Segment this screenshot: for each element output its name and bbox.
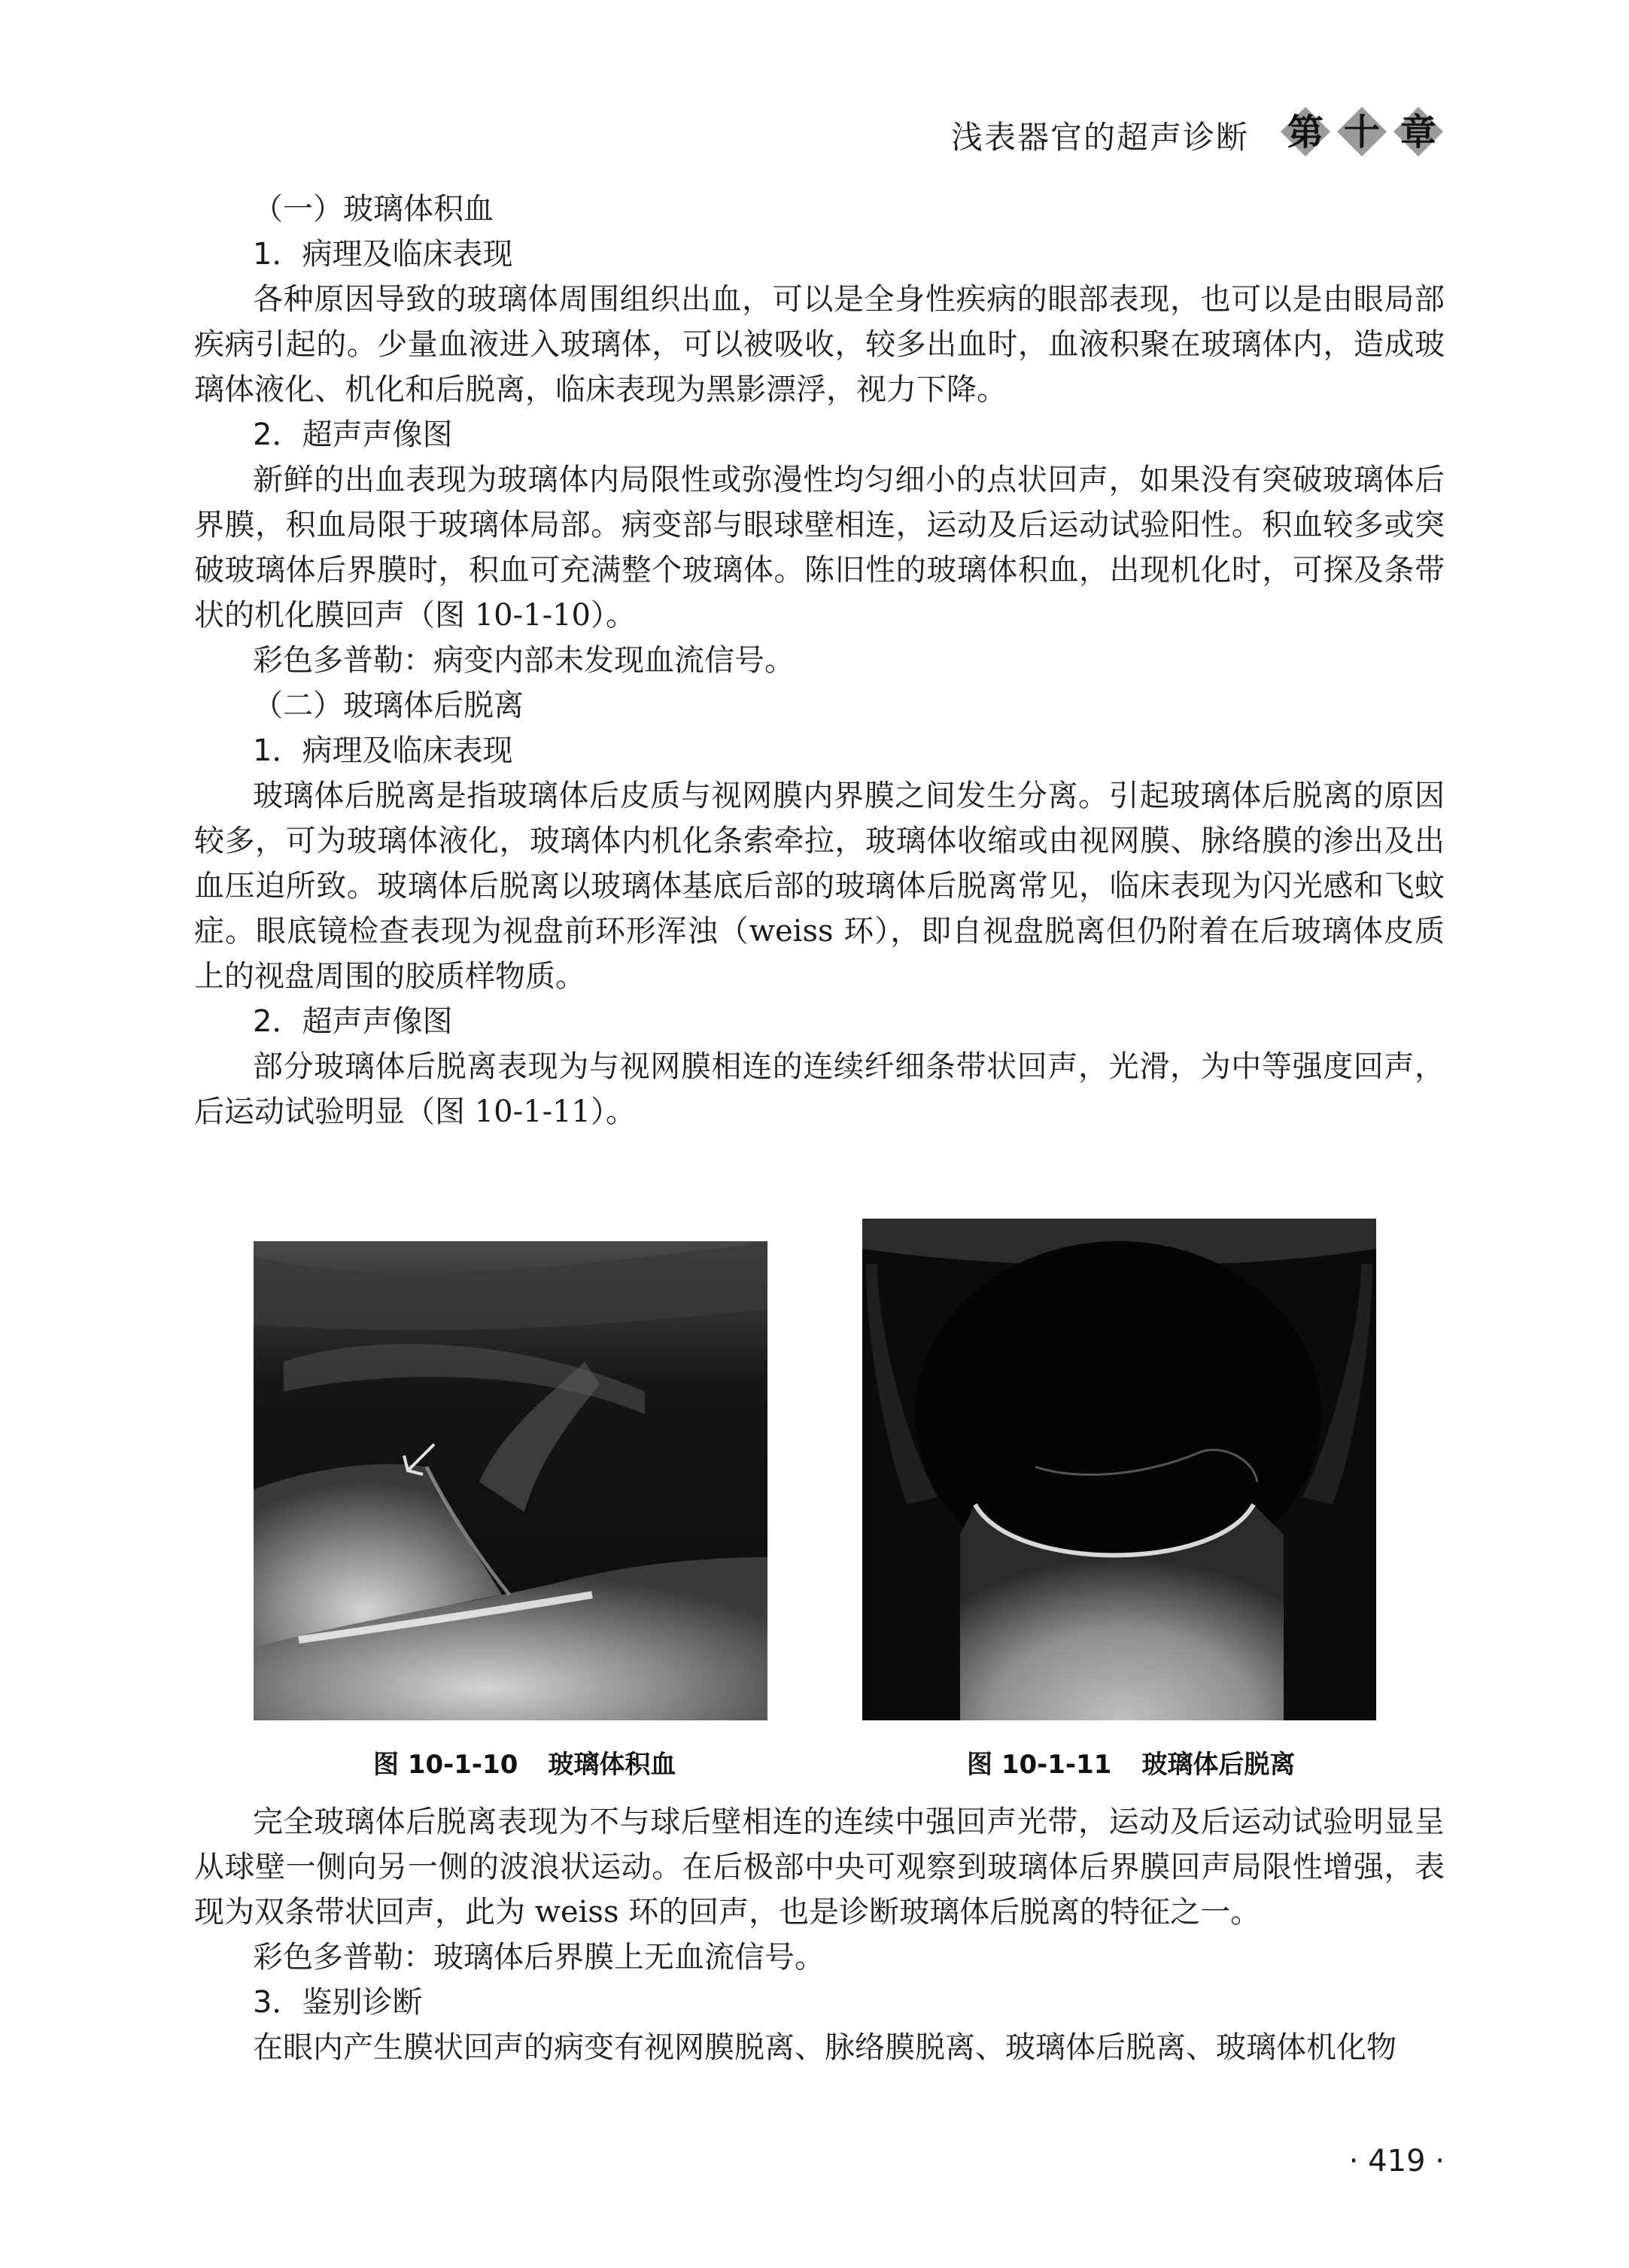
section-heading-vitreous-hemorrhage: （一）玻璃体积血 — [253, 192, 494, 226]
paragraph: 新鲜的出血表现为玻璃体内局限性或弥漫性均匀细小的点状回声，如果没有突破玻璃体后界膜，积血局限于玻璃体局部。病变部与眼球壁相连，运动及后运动试验阳性。积血较多或突破玻璃体后界膜时，积血可充满整个玻璃体。陈旧性的玻璃体积血，出现机化时，可探及条带状的机化膜回声（图 10-1-10）。 — [194, 463, 1445, 633]
section-heading-posterior-detachment: （二）玻璃体后脱离 — [253, 688, 524, 723]
paragraph: 部分玻璃体后脱离表现为与视网膜相连的连续纤细条带状回声，光滑，为中等强度回声，后运动试验明显（图 10-1-11）。 — [194, 1049, 1445, 1129]
subheading-ultrasound-1: 2．超声声像图 — [253, 417, 453, 452]
caption-label: 图 10-1-11 — [967, 1750, 1112, 1780]
subheading-ultrasound-2: 2．超声声像图 — [253, 1004, 453, 1039]
upper-text-block — [194, 187, 1445, 1134]
figure-caption-10-1-10 — [373, 1744, 676, 1781]
paragraph: 各种原因导致的玻璃体周围组织出血，可以是全身性疾病的眼部表现，也可以是由眼局部疾病引起的。少量血液进入玻璃体，可以被吸收，较多出血时，血液积聚在玻璃体内，造成玻璃体液化、机化和后脱离，临床表现为黑影漂浮，视力下降。 — [194, 282, 1445, 407]
page-number: · 419 · — [1348, 2144, 1445, 2178]
subheading-pathology-2: 1．病理及临床表现 — [253, 733, 513, 768]
caption-title: 玻璃体后脱离 — [1141, 1750, 1296, 1780]
chapter-char-1: 第 — [1287, 111, 1324, 153]
caption-label: 图 10-1-10 — [373, 1750, 518, 1780]
chapter-char-2: 十 — [1343, 111, 1380, 153]
paragraph: 彩色多普勒：病变内部未发现血流信号。 — [253, 643, 795, 678]
paragraph: 完全玻璃体后脱离表现为不与球后壁相连的连续中强回声光带，运动及后运动试验明显呈从球壁一侧向另一侧的波浪状运动。在后极部中央可观察到玻璃体后界膜回声局限性增强，表现为双条带状回声，此为 weiss 环的回声，也是诊断玻璃体后脱离的特征之一。 — [194, 1805, 1445, 1929]
figure-caption-10-1-11 — [967, 1744, 1295, 1781]
subheading-pathology-1: 1．病理及临床表现 — [253, 237, 513, 272]
chapter-char-3: 章 — [1400, 111, 1436, 153]
subheading-differential-diagnosis: 3．鉴别诊断 — [253, 1985, 423, 2020]
figure-vitreous-hemorrhage-image — [254, 1241, 767, 1720]
lower-text-block — [194, 1799, 1445, 2070]
header-title: 浅表器官的超声诊断 — [950, 119, 1249, 156]
paragraph: 玻璃体后脱离是指玻璃体后皮质与视网膜内界膜之间发生分离。引起玻璃体后脱离的原因较多，可为玻璃体液化，玻璃体内机化条索牵拉，玻璃体收缩或由视网膜、脉络膜的渗出及出血压迫所致。玻璃体后脱离以玻璃体基底后部的玻璃体后脱离常见，临床表现为闪光感和飞蚊症。眼底镜检查表现为视盘前环形浑浊（weiss 环），即自视盘脱离但仍附着在后玻璃体皮质上的视盘周围的胶质样物质。 — [194, 779, 1445, 994]
paragraph: 在眼内产生膜状回声的病变有视网膜脱离、脉络膜脱离、玻璃体后脱离、玻璃体机化物 — [253, 2030, 1397, 2065]
paragraph: 彩色多普勒：玻璃体后界膜上无血流信号。 — [253, 1940, 825, 1975]
chapter-badge — [1279, 105, 1445, 158]
figure-posterior-detachment-image — [862, 1219, 1376, 1720]
caption-title: 玻璃体积血 — [548, 1750, 676, 1780]
running-header — [0, 105, 1445, 158]
